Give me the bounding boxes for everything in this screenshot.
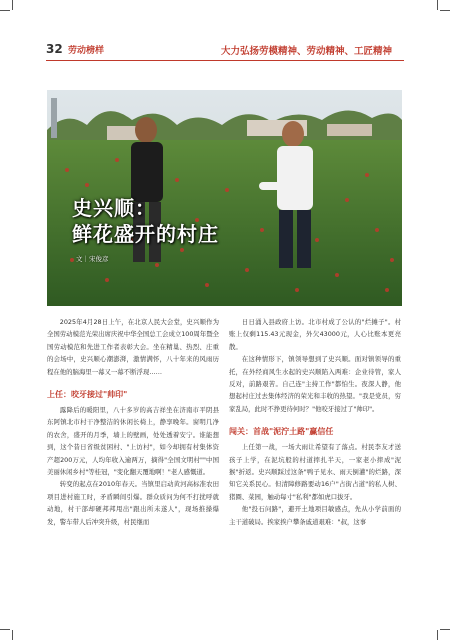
page-number: 32 (46, 42, 63, 56)
article-author: 文｜宋俊彦 (76, 255, 109, 263)
page-header (28, 40, 422, 58)
crop-mark-bottom-left-h (0, 629, 10, 630)
crop-mark-bottom-right-v (437, 630, 438, 640)
article-title-line2: 鲜花盛开的村庄 (72, 222, 219, 246)
article-title (72, 195, 219, 247)
article-title-line1: 史兴顺： (72, 196, 156, 220)
paragraph: 转变的起点在2010年春天。当镇里启动黄河高标准农田项目进村施工时，矛盾瞬间引爆。群众质问为何不打扰呼就动地，村干部却硬邦邦甩出"跟出所未遂人"，现场推搡爆发，警车带人后冲突升级，村民继而 (47, 480, 219, 526)
section-title: 劳动榜样 (68, 46, 105, 56)
paragraph: 露降后的暖阳里，八十多岁的高吉祥坐在济南市平阴县东阿镇北市村干净整洁的休闲长椅上，静享晚年。窗明几净的农舍，盛开的月季，墙上的壁画，处处透着安宁。谁能想到，这个昔日省级贫困村、"上访村"，如今却拥有村集体资产超200万元，人均年收入逾两万，摘得"全国文明村""中国美丽休闲乡村"等桂冠，"变化翻天覆地啊！"老人感慨道。 (47, 406, 219, 477)
subheading: 上任：咬牙接过"帅印" (47, 390, 128, 400)
paragraph: 日日涌入县政府上访。北市村成了公认的"烂摊子"。村账上仅剩115.43元现金，外欠43000元，人心比账本更亮散。 (229, 318, 401, 351)
crop-mark-top-left-h (0, 10, 10, 11)
crop-mark-top-right-h (440, 10, 450, 11)
crop-mark-bottom-left-v (12, 630, 13, 640)
left-column (47, 316, 219, 528)
crop-mark-top-right-v (437, 0, 438, 10)
paragraph: 他"投石问路"，避开土地项目敏感点，先从小学前面的主干道破局。挨家挨户攀条戚道艰难："叔，这事 (229, 505, 401, 526)
right-column (229, 316, 401, 528)
subheading: 闯关：首战"泥泞土路"赢信任 (229, 427, 334, 437)
paragraph: 上任第一战，一场大雨让希望有了落点。村民李友才送孩子上学，在泥坑般的村道摔扎半天，一家老小摔成"泥猴"折返。史兴顺踩过这条"鸭子见水、雨天倒灌"的烂路，深知它关系民心。但清障修路要动16户"占街占道"的私人树、猪圈、菜园，触动每寸"私利"都如虎口拔牙。 (229, 443, 401, 501)
header-motto: 大力弘扬劳模精神、劳动精神、工匠精神 (220, 46, 392, 57)
header-rule (46, 60, 404, 61)
paragraph: 2025年4月28日上午，在北京人民大会堂，史兴顺作为全国劳动模范光荣出席庆祝中华全国总工会成立100周年暨全国劳动模范和先进工作者表彰大会。坐在精巢、热烈、庄重的会场中，史兴顺心潮澎湃，激情满怀，八十年来的风雨历程在他的脑海里一幕又一幕不断浮现…… (47, 318, 219, 376)
crop-mark-top-left-v (12, 0, 13, 10)
crop-mark-bottom-right-h (440, 629, 450, 630)
paragraph: 在这种情形下，镇领导想到了史兴顺。面对镇领导的重托，在外经商风生水起的史兴顺陷入两难：企业待管，家人反对，前路艰苦。自己连"主持工作"都怕生。夜深人静，他想起村庄过去集体经济的荣光和丰收的热望。"我是党员，穷家乱局，此时不挣更待何时？"他咬牙接过了"帅印"。 (229, 355, 401, 413)
